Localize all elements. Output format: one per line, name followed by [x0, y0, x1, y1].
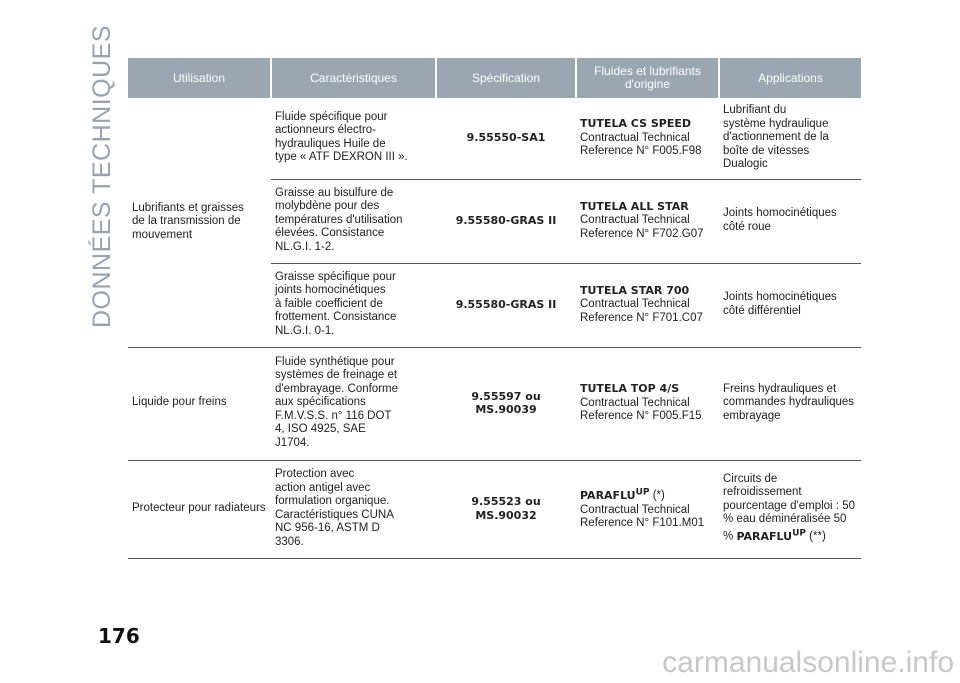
usage-cell: Protecteur pour radiateurs [128, 460, 271, 558]
product-reference: Contractual Technical Reference N° F101.M01 [580, 503, 705, 530]
product-name [580, 489, 650, 502]
application-cell: Lubrifiant du système hydraulique d'actionnement de la boîte de vitesses Dualogic [719, 98, 861, 179]
characteristics-cell: Graisse au bisulfure de molybdène pour des températures d'utilisation élevées. Consistance NL.G.I. 1-2. [271, 179, 436, 263]
watermark-text: carmanualsonline.info [662, 646, 954, 679]
application-note: (**) [805, 530, 826, 543]
characteristics-cell: Fluide spécifique pour actionneurs électro- hydrauliques Huile de type « ATF DEXRON III ». [271, 98, 436, 179]
product-cell [576, 347, 719, 460]
header-specification: Spécification [436, 58, 576, 98]
technical-data-table [128, 58, 861, 559]
product-name-text: PARAFLU [580, 489, 636, 503]
product-note: (*) [649, 490, 665, 503]
application-cell: Joints homocinétiques côté différentiel [719, 263, 861, 347]
specification-cell: 9.55550-SA1 [436, 98, 576, 179]
product-cell [576, 179, 719, 263]
header-utilisation: Utilisation [128, 58, 271, 98]
characteristics-cell: Graisse spécifique pour joints homocinétiques à faible coefficient de frottement. Consistance NL.G.I. 0-1. [271, 263, 436, 347]
product-name: TUTELA TOP 4/S [580, 382, 680, 396]
application-product-superscript: UP [792, 527, 806, 538]
table-row [128, 347, 861, 460]
table-row [128, 98, 861, 179]
product-reference: Contractual Technical Reference N° F005.F98 [580, 131, 702, 157]
product-cell [576, 98, 719, 179]
application-cell: Freins hydrauliques et commandes hydrauliques embrayage [719, 347, 861, 460]
section-title-text: DONNÉES TECHNIQUES [87, 25, 116, 329]
specification-cell: 9.55597 ou MS.90039 [436, 347, 576, 460]
product-cell [576, 263, 719, 347]
header-fluides: Fluides et lubrifiants d'origine [576, 58, 719, 98]
characteristics-cell: Fluide synthétique pour systèmes de freinage et d'embrayage. Conforme aux spécifications F.M.V.S.S. n° 116 DOT 4, ISO 4925, SAE J1704. [271, 347, 436, 460]
application-product-name [736, 527, 806, 543]
product-name: TUTELA STAR 700 [580, 283, 690, 297]
product-cell [576, 460, 719, 558]
product-reference: Contractual Technical Reference N° F005.F15 [580, 396, 702, 423]
application-cell [719, 460, 861, 558]
application-product-text: PARAFLU [736, 529, 793, 543]
table-row [128, 460, 861, 558]
usage-cell: Lubrifiants et graisses de la transmission de mouvement [128, 98, 271, 347]
section-title-vertical [84, 25, 120, 329]
header-applications: Applications [719, 58, 861, 98]
table-header-row [128, 58, 861, 98]
product-name-superscript: UP [635, 487, 650, 498]
header-caracteristiques: Caractéristiques [271, 58, 436, 98]
application-text: Circuits de refroidissement pourcentage d'emploi : 50 % eau déminéralisée 50 % [723, 472, 855, 543]
product-reference: Contractual Technical Reference N° F702.G07 [580, 214, 704, 240]
specification-cell: 9.55580-GRAS II [436, 179, 576, 263]
application-cell: Joints homocinétiques côté roue [719, 179, 861, 263]
product-name: TUTELA CS SPEED [580, 117, 691, 130]
specification-cell: 9.55580-GRAS II [436, 263, 576, 347]
usage-cell: Liquide pour freins [128, 347, 271, 460]
product-reference: Contractual Technical Reference N° F701.C07 [580, 298, 703, 324]
characteristics-cell: Protection avec action antigel avec formulation organique. Caractéristiques CUNA NC 956-16, ASTM D 3306. [271, 460, 436, 558]
specification-cell: 9.55523 ou MS.90032 [436, 460, 576, 558]
page-number: 176 [98, 624, 140, 648]
product-name: TUTELA ALL STAR [580, 199, 689, 213]
